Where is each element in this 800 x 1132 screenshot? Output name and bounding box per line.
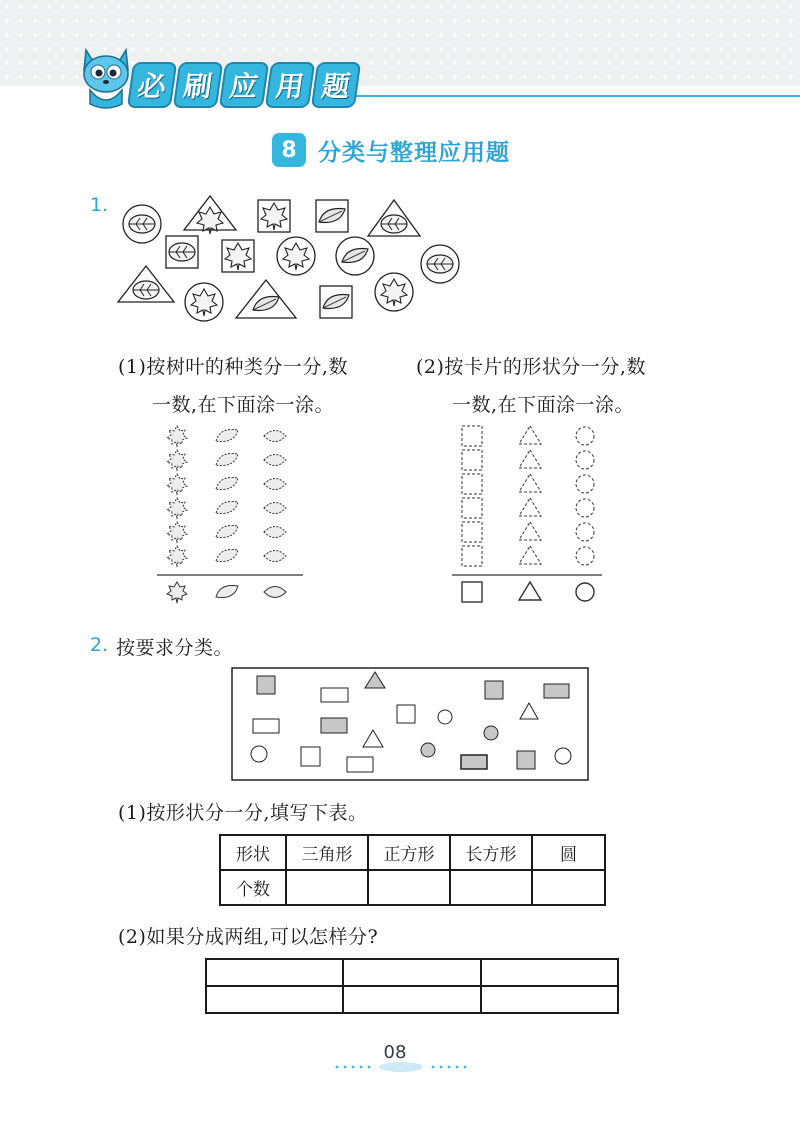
q2-part1: (1)按形状分一分,填写下表。: [118, 802, 368, 824]
leaf-pictograph-chart: [155, 420, 315, 605]
q1-part1-line2: 一数,在下面涂一涂。: [152, 394, 335, 416]
willow-leaf-outline-icon[interactable]: [216, 549, 238, 561]
q2-prompt: 按要求分类。: [116, 637, 234, 659]
triangle-icon: [519, 582, 541, 600]
page-number: 08: [383, 1042, 407, 1063]
table-header-cell: 形状: [220, 835, 286, 870]
maple-leaf-icon: [167, 582, 187, 603]
brand-char: 刷: [173, 62, 223, 108]
answer-cell[interactable]: [481, 986, 618, 1013]
square-outline-icon[interactable]: [462, 450, 482, 470]
table-header-cell: 正方形: [368, 835, 450, 870]
brand-title: [130, 62, 358, 108]
willow-leaf-outline-icon[interactable]: [216, 477, 238, 489]
triangle-outline-icon[interactable]: [519, 546, 541, 564]
answer-cell[interactable]: [481, 959, 618, 986]
grouping-answer-table: [205, 958, 619, 1014]
circle-outline-icon[interactable]: [576, 547, 594, 565]
round-leaf-icon: [264, 587, 286, 598]
brand-char: 必: [127, 62, 177, 108]
q1-part1-line1: (1)按树叶的种类分一分,数: [118, 356, 348, 378]
table-header-cell: 长方形: [450, 835, 532, 870]
answer-cell[interactable]: [368, 870, 450, 905]
answer-cell[interactable]: [532, 870, 605, 905]
triangle-outline-icon[interactable]: [519, 450, 541, 468]
answer-cell[interactable]: [206, 986, 343, 1013]
header-rule: [330, 95, 800, 97]
table-row: [206, 959, 618, 986]
square-outline-icon[interactable]: [462, 522, 482, 542]
answer-cell[interactable]: [206, 959, 343, 986]
square-outline-icon[interactable]: [462, 498, 482, 518]
brand-char: 题: [311, 62, 361, 108]
willow-leaf-icon: [216, 585, 238, 597]
shape-pictograph-chart: [450, 420, 610, 605]
brand-char: 应: [219, 62, 269, 108]
square-outline-icon[interactable]: [462, 474, 482, 494]
square-outline-icon[interactable]: [462, 426, 482, 446]
willow-leaf-outline-icon[interactable]: [216, 525, 238, 537]
mascot-icon: [78, 44, 134, 110]
section-title-text: 分类与整理应用题: [318, 139, 510, 166]
triangle-outline-icon[interactable]: [519, 522, 541, 540]
circle-outline-icon[interactable]: [576, 451, 594, 469]
round-leaf-outline-icon[interactable]: [264, 551, 286, 562]
triangle-outline-icon[interactable]: [519, 474, 541, 492]
round-leaf-outline-icon[interactable]: [264, 431, 286, 442]
brand-char: 用: [265, 62, 315, 108]
circle-outline-icon[interactable]: [576, 427, 594, 445]
table-header-row: [220, 835, 605, 870]
question-1-number: 1.: [90, 194, 109, 216]
answer-cell[interactable]: [286, 870, 368, 905]
circle-icon: [576, 583, 594, 601]
table-header-cell: 圆: [532, 835, 605, 870]
answer-cell[interactable]: [343, 959, 481, 986]
section-number-badge: 8: [272, 133, 306, 167]
table-row: [206, 986, 618, 1013]
table-header-cell: 三角形: [286, 835, 368, 870]
round-leaf-outline-icon[interactable]: [264, 527, 286, 538]
round-leaf-outline-icon[interactable]: [264, 455, 286, 466]
table-row-label: 个数: [220, 870, 286, 905]
table-row: [220, 870, 605, 905]
answer-cell[interactable]: [343, 986, 481, 1013]
round-leaf-outline-icon[interactable]: [264, 503, 286, 514]
answer-cell[interactable]: [450, 870, 532, 905]
q2-shapes-box: [231, 667, 589, 781]
willow-leaf-outline-icon[interactable]: [216, 501, 238, 513]
maple-leaf-outline-icon[interactable]: [167, 546, 187, 567]
maple-leaf-outline-icon[interactable]: [167, 450, 187, 471]
circle-outline-icon[interactable]: [576, 475, 594, 493]
q1-card-picture: [112, 192, 472, 332]
square-icon: [462, 582, 482, 602]
q2-part2: (2)如果分成两组,可以怎样分?: [118, 926, 379, 948]
q1-part2-line1: (2)按卡片的形状分一分,数: [416, 356, 646, 378]
circle-outline-icon[interactable]: [576, 523, 594, 541]
q1-part2-line2: 一数,在下面涂一涂。: [452, 394, 635, 416]
maple-leaf-outline-icon[interactable]: [167, 426, 187, 447]
square-outline-icon[interactable]: [462, 546, 482, 566]
triangle-outline-icon[interactable]: [519, 498, 541, 516]
shape-count-table: [219, 834, 606, 906]
willow-leaf-outline-icon[interactable]: [216, 429, 238, 441]
circle-outline-icon[interactable]: [576, 499, 594, 517]
triangle-outline-icon[interactable]: [519, 426, 541, 444]
section-title: [272, 130, 510, 170]
question-2-number: 2.: [90, 634, 109, 656]
maple-leaf-outline-icon[interactable]: [167, 522, 187, 543]
willow-leaf-outline-icon[interactable]: [216, 453, 238, 465]
round-leaf-outline-icon[interactable]: [264, 479, 286, 490]
maple-leaf-outline-icon[interactable]: [167, 498, 187, 519]
maple-leaf-outline-icon[interactable]: [167, 474, 187, 495]
